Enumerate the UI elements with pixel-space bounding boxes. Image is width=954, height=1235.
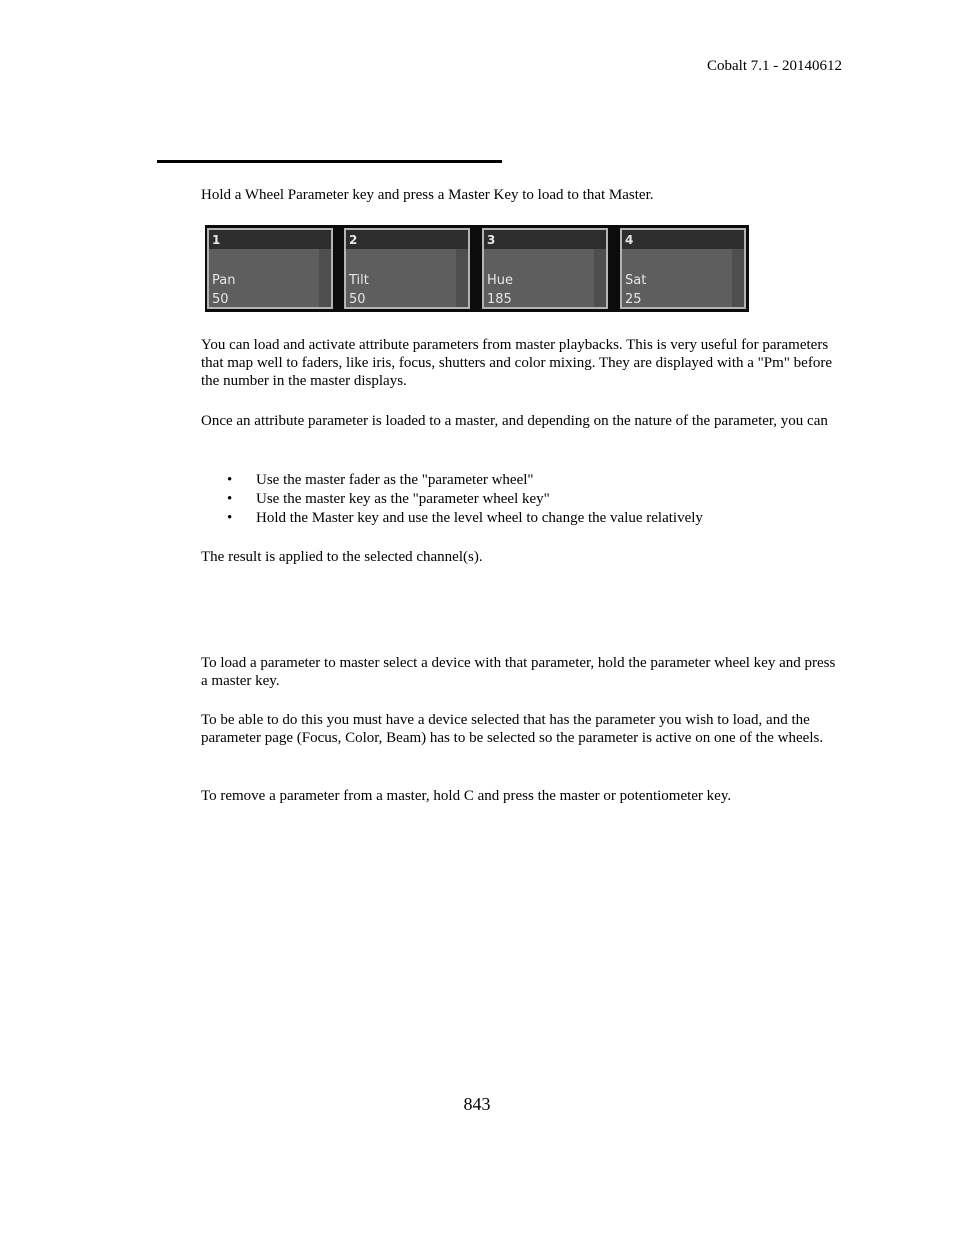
intro-paragraph: Hold a Wheel Parameter key and press a Master Key to load to that Master. (201, 187, 654, 203)
list-item-text: Hold the Master key and use the level wheel to change the value relatively (256, 510, 703, 526)
list-item (201, 509, 841, 528)
master-number: 3 (487, 233, 496, 247)
list-item (201, 490, 841, 509)
result-paragraph: The result is applied to the selected channel(s). (201, 549, 483, 565)
master-parameter-name: Sat (625, 273, 647, 288)
bullet-icon: • (227, 472, 233, 488)
load-parameter-paragraph: To load a parameter to master select a device with that parameter, hold the parameter wheel key and press a master key. (201, 655, 836, 689)
attribute-parameters-paragraph: You can load and activate attribute parameters from master playbacks. This is very useful for parameters that map well to faders, like iris, focus, shutters and color mixing. They are displayed with a "Pm" before the number in the master displays. (201, 337, 832, 389)
master-number: 1 (212, 233, 221, 247)
master-parameter-name: Pan (212, 273, 236, 288)
master-parameter-value: 50 (212, 292, 229, 307)
master-number: 2 (349, 233, 358, 247)
usage-bullet-list (201, 471, 841, 528)
master-display-1 (207, 228, 333, 309)
page-header-version: Cobalt 7.1 - 20140612 (707, 58, 842, 74)
master-parameter-value: 50 (349, 292, 366, 307)
master-number: 4 (625, 233, 634, 247)
page-number: 843 (463, 1094, 491, 1114)
master-parameter-value: 185 (487, 292, 512, 307)
master-displays-image (205, 225, 749, 312)
master-parameter-value: 25 (625, 292, 642, 307)
list-item (201, 471, 841, 490)
section-rule (157, 160, 502, 163)
list-item-text: Use the master fader as the "parameter wheel" (256, 472, 534, 488)
master-display-3 (482, 228, 608, 309)
bullet-icon: • (227, 510, 233, 526)
bullet-icon: • (227, 491, 233, 507)
master-parameter-name: Hue (487, 273, 514, 288)
master-display-4 (620, 228, 746, 309)
master-display-2 (344, 228, 470, 309)
remove-parameter-paragraph: To remove a parameter from a master, hold C and press the master or potentiometer key. (201, 788, 732, 804)
master-parameter-name: Tilt (349, 273, 369, 288)
once-loaded-paragraph: Once an attribute parameter is loaded to a master, and depending on the nature of the parameter, you can (201, 413, 828, 429)
requirements-paragraph: To be able to do this you must have a device selected that has the parameter you wish to load, and the parameter page (Focus, Color, Beam) has to be selected so the parameter is active on one of the wheels. (201, 712, 824, 746)
list-item-text: Use the master key as the "parameter wheel key" (256, 491, 550, 507)
